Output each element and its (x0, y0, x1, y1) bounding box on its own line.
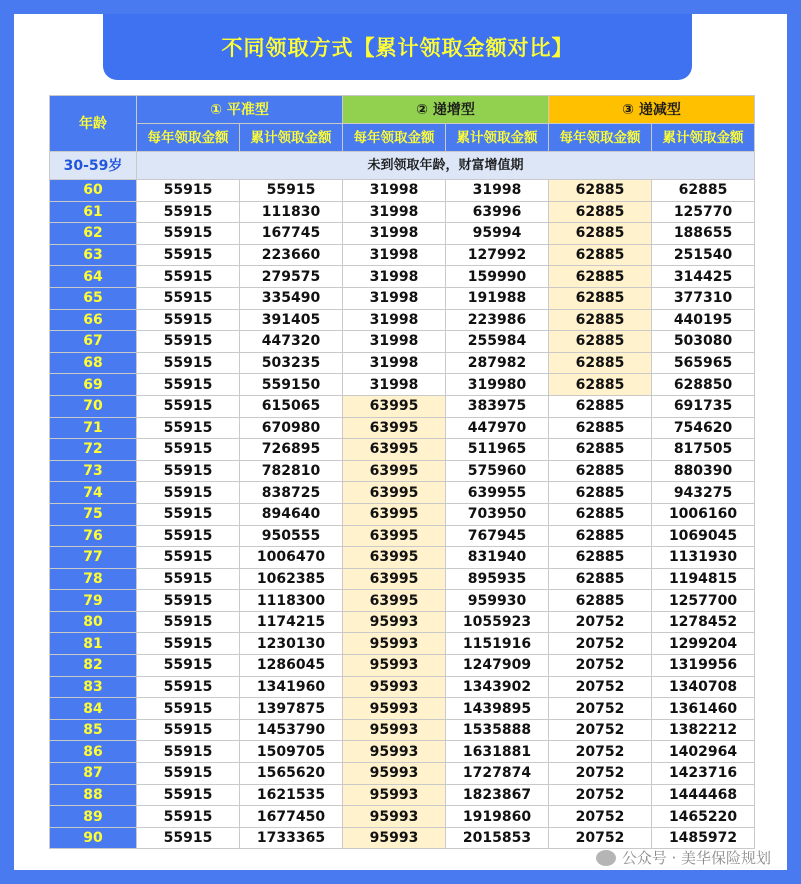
table-row (50, 655, 755, 677)
cell-cumulative-increasing: 287982 (446, 352, 549, 374)
sub-header-annual: 每年领取金额 (343, 124, 446, 152)
cell-cumulative-decreasing: 691735 (652, 395, 755, 417)
cell-cumulative-increasing: 1535888 (446, 719, 549, 741)
cell-cumulative-level: 1341960 (240, 676, 343, 698)
cell-cumulative-level: 279575 (240, 266, 343, 288)
cell-cumulative-decreasing: 943275 (652, 482, 755, 504)
cell-cumulative-decreasing: 1485972 (652, 827, 755, 849)
cell-annual-increasing: 95993 (343, 763, 446, 785)
cell-cumulative-increasing: 511965 (446, 439, 549, 461)
cell-annual-increasing: 31998 (343, 223, 446, 245)
cell-annual-increasing: 63995 (343, 525, 446, 547)
cell-annual-decreasing: 62885 (549, 568, 652, 590)
page-title: 不同领取方式【累计领取金额对比】 (103, 14, 692, 80)
cell-annual-increasing: 95993 (343, 719, 446, 741)
cell-cumulative-level: 1677450 (240, 806, 343, 828)
cell-annual-level: 55915 (137, 482, 240, 504)
cell-annual-increasing: 63995 (343, 547, 446, 569)
cell-cumulative-level: 1397875 (240, 698, 343, 720)
cell-annual-decreasing: 20752 (549, 827, 652, 849)
cell-cumulative-decreasing: 1465220 (652, 806, 755, 828)
cell-annual-decreasing: 20752 (549, 698, 652, 720)
cell-cumulative-decreasing: 1444468 (652, 784, 755, 806)
cell-age: 90 (50, 827, 137, 849)
cell-annual-decreasing: 62885 (549, 439, 652, 461)
wechat-icon (596, 850, 616, 866)
table-row (50, 633, 755, 655)
cell-annual-level: 55915 (137, 395, 240, 417)
table-row (50, 223, 755, 245)
cell-annual-increasing: 63995 (343, 395, 446, 417)
table-row (50, 590, 755, 612)
cell-annual-increasing: 31998 (343, 266, 446, 288)
table-row (50, 806, 755, 828)
table-row (50, 460, 755, 482)
table-row (50, 482, 755, 504)
cell-cumulative-increasing: 127992 (446, 244, 549, 266)
cell-annual-level: 55915 (137, 719, 240, 741)
cell-cumulative-increasing: 831940 (446, 547, 549, 569)
table-row (50, 827, 755, 849)
cell-age: 70 (50, 395, 137, 417)
table-row (50, 763, 755, 785)
sub-header-annual: 每年领取金额 (549, 124, 652, 152)
cell-cumulative-increasing: 2015853 (446, 827, 549, 849)
table-row (50, 698, 755, 720)
cell-annual-increasing: 95993 (343, 698, 446, 720)
cell-annual-decreasing: 62885 (549, 352, 652, 374)
cell-cumulative-level: 1230130 (240, 633, 343, 655)
cell-cumulative-increasing: 1919860 (446, 806, 549, 828)
cell-annual-increasing: 95993 (343, 741, 446, 763)
cell-cumulative-decreasing: 1423716 (652, 763, 755, 785)
table-row (50, 287, 755, 309)
cell-annual-increasing: 31998 (343, 352, 446, 374)
table-row (50, 417, 755, 439)
table-row (50, 784, 755, 806)
table-row (50, 568, 755, 590)
cell-age: 69 (50, 374, 137, 396)
table-row (50, 439, 755, 461)
cell-cumulative-decreasing: 188655 (652, 223, 755, 245)
cell-age: 65 (50, 287, 137, 309)
cell-cumulative-level: 1286045 (240, 655, 343, 677)
cell-cumulative-decreasing: 503080 (652, 331, 755, 353)
cell-cumulative-increasing: 223986 (446, 309, 549, 331)
cell-cumulative-increasing: 1343902 (446, 676, 549, 698)
cell-age: 83 (50, 676, 137, 698)
group-increasing-header: ② 递增型 (343, 96, 549, 124)
table-row (50, 547, 755, 569)
watermark-text: 公众号 · 美华保险规划 (621, 849, 771, 867)
cell-cumulative-decreasing: 1382212 (652, 719, 755, 741)
cell-age: 75 (50, 503, 137, 525)
cell-cumulative-increasing: 63996 (446, 201, 549, 223)
cell-annual-decreasing: 20752 (549, 655, 652, 677)
cell-cumulative-increasing: 575960 (446, 460, 549, 482)
cell-cumulative-increasing: 895935 (446, 568, 549, 590)
cell-cumulative-level: 726895 (240, 439, 343, 461)
sub-header-cumulative: 累计领取金额 (446, 124, 549, 152)
cell-cumulative-decreasing: 125770 (652, 201, 755, 223)
cell-annual-increasing: 63995 (343, 439, 446, 461)
cell-cumulative-decreasing: 1069045 (652, 525, 755, 547)
cell-cumulative-decreasing: 251540 (652, 244, 755, 266)
cell-age: 79 (50, 590, 137, 612)
cell-annual-decreasing: 20752 (549, 763, 652, 785)
cell-cumulative-decreasing: 817505 (652, 439, 755, 461)
cell-cumulative-decreasing: 880390 (652, 460, 755, 482)
cell-cumulative-level: 1621535 (240, 784, 343, 806)
cell-annual-level: 55915 (137, 741, 240, 763)
cell-cumulative-decreasing: 565965 (652, 352, 755, 374)
comparison-table (49, 95, 755, 849)
table-row (50, 352, 755, 374)
cell-cumulative-decreasing: 1402964 (652, 741, 755, 763)
cell-annual-decreasing: 62885 (549, 309, 652, 331)
cell-annual-level: 55915 (137, 201, 240, 223)
cell-cumulative-level: 55915 (240, 180, 343, 202)
cell-annual-level: 55915 (137, 331, 240, 353)
cell-cumulative-decreasing: 440195 (652, 309, 755, 331)
group-decreasing-header: ③ 递减型 (549, 96, 755, 124)
cell-cumulative-level: 167745 (240, 223, 343, 245)
cell-age: 63 (50, 244, 137, 266)
cell-age: 81 (50, 633, 137, 655)
cell-annual-level: 55915 (137, 633, 240, 655)
cell-cumulative-decreasing: 377310 (652, 287, 755, 309)
cell-cumulative-decreasing: 1194815 (652, 568, 755, 590)
cell-cumulative-level: 1006470 (240, 547, 343, 569)
table-row (50, 741, 755, 763)
cell-age: 66 (50, 309, 137, 331)
cell-age: 85 (50, 719, 137, 741)
cell-cumulative-increasing: 447970 (446, 417, 549, 439)
cell-annual-decreasing: 20752 (549, 719, 652, 741)
cell-cumulative-increasing: 319980 (446, 374, 549, 396)
cell-cumulative-level: 559150 (240, 374, 343, 396)
pre-note-cell: 未到领取年龄，财富增值期 (137, 152, 755, 180)
cell-cumulative-level: 838725 (240, 482, 343, 504)
cell-cumulative-level: 615065 (240, 395, 343, 417)
cell-annual-decreasing: 20752 (549, 611, 652, 633)
cell-age: 60 (50, 180, 137, 202)
cell-cumulative-decreasing: 314425 (652, 266, 755, 288)
table-row (50, 201, 755, 223)
cell-cumulative-level: 1118300 (240, 590, 343, 612)
cell-age: 89 (50, 806, 137, 828)
cell-annual-decreasing: 62885 (549, 395, 652, 417)
cell-cumulative-level: 1733365 (240, 827, 343, 849)
cell-annual-decreasing: 62885 (549, 223, 652, 245)
sub-header-cumulative: 累计领取金额 (240, 124, 343, 152)
cell-annual-level: 55915 (137, 287, 240, 309)
cell-annual-increasing: 31998 (343, 244, 446, 266)
sub-header-annual: 每年领取金额 (137, 124, 240, 152)
cell-annual-level: 55915 (137, 611, 240, 633)
cell-age: 88 (50, 784, 137, 806)
cell-cumulative-level: 1174215 (240, 611, 343, 633)
table-row (50, 611, 755, 633)
cell-cumulative-increasing: 959930 (446, 590, 549, 612)
cell-cumulative-increasing: 1055923 (446, 611, 549, 633)
table-row (50, 676, 755, 698)
cell-annual-decreasing: 62885 (549, 482, 652, 504)
watermark (596, 847, 771, 868)
cell-annual-increasing: 95993 (343, 655, 446, 677)
table-row (50, 180, 755, 202)
cell-annual-increasing: 31998 (343, 331, 446, 353)
cell-age: 80 (50, 611, 137, 633)
cell-cumulative-level: 503235 (240, 352, 343, 374)
cell-annual-level: 55915 (137, 827, 240, 849)
cell-annual-level: 55915 (137, 676, 240, 698)
cell-age: 64 (50, 266, 137, 288)
cell-annual-increasing: 63995 (343, 590, 446, 612)
cell-cumulative-increasing: 1631881 (446, 741, 549, 763)
cell-annual-decreasing: 62885 (549, 180, 652, 202)
cell-cumulative-increasing: 1823867 (446, 784, 549, 806)
cell-age: 74 (50, 482, 137, 504)
cell-age: 71 (50, 417, 137, 439)
cell-annual-level: 55915 (137, 806, 240, 828)
cell-annual-decreasing: 62885 (549, 374, 652, 396)
cell-cumulative-level: 782810 (240, 460, 343, 482)
table-row (50, 374, 755, 396)
cell-annual-level: 55915 (137, 223, 240, 245)
cell-age: 67 (50, 331, 137, 353)
table-row (50, 266, 755, 288)
cell-annual-level: 55915 (137, 352, 240, 374)
cell-annual-increasing: 63995 (343, 417, 446, 439)
cell-annual-decreasing: 20752 (549, 741, 652, 763)
cell-annual-decreasing: 20752 (549, 784, 652, 806)
cell-cumulative-level: 950555 (240, 525, 343, 547)
sub-header-cumulative: 累计领取金额 (652, 124, 755, 152)
cell-annual-decreasing: 62885 (549, 460, 652, 482)
cell-cumulative-increasing: 1727874 (446, 763, 549, 785)
cell-annual-level: 55915 (137, 244, 240, 266)
cell-cumulative-level: 1565620 (240, 763, 343, 785)
table-row (50, 525, 755, 547)
cell-annual-increasing: 95993 (343, 633, 446, 655)
cell-cumulative-decreasing: 62885 (652, 180, 755, 202)
cell-annual-increasing: 95993 (343, 806, 446, 828)
cell-age: 68 (50, 352, 137, 374)
cell-age: 73 (50, 460, 137, 482)
cell-cumulative-increasing: 191988 (446, 287, 549, 309)
cell-age: 86 (50, 741, 137, 763)
table-row (50, 331, 755, 353)
cell-cumulative-decreasing: 628850 (652, 374, 755, 396)
cell-cumulative-increasing: 767945 (446, 525, 549, 547)
cell-annual-increasing: 63995 (343, 503, 446, 525)
cell-cumulative-increasing: 159990 (446, 266, 549, 288)
cell-age: 78 (50, 568, 137, 590)
cell-annual-decreasing: 62885 (549, 244, 652, 266)
cell-cumulative-level: 894640 (240, 503, 343, 525)
cell-annual-level: 55915 (137, 698, 240, 720)
cell-annual-decreasing: 62885 (549, 590, 652, 612)
cell-cumulative-decreasing: 1131930 (652, 547, 755, 569)
cell-annual-level: 55915 (137, 417, 240, 439)
cell-annual-level: 55915 (137, 655, 240, 677)
cell-annual-level: 55915 (137, 374, 240, 396)
cell-annual-increasing: 95993 (343, 827, 446, 849)
age-header: 年龄 (50, 96, 137, 152)
cell-cumulative-decreasing: 1299204 (652, 633, 755, 655)
cell-annual-increasing: 31998 (343, 309, 446, 331)
cell-annual-decreasing: 62885 (549, 287, 652, 309)
cell-annual-level: 55915 (137, 503, 240, 525)
cell-cumulative-level: 447320 (240, 331, 343, 353)
cell-cumulative-increasing: 255984 (446, 331, 549, 353)
cell-annual-increasing: 63995 (343, 482, 446, 504)
cell-annual-level: 55915 (137, 439, 240, 461)
cell-cumulative-decreasing: 1257700 (652, 590, 755, 612)
cell-cumulative-increasing: 1439895 (446, 698, 549, 720)
cell-age: 62 (50, 223, 137, 245)
cell-cumulative-level: 111830 (240, 201, 343, 223)
cell-cumulative-level: 670980 (240, 417, 343, 439)
cell-annual-level: 55915 (137, 460, 240, 482)
cell-annual-increasing: 63995 (343, 460, 446, 482)
cell-cumulative-level: 1453790 (240, 719, 343, 741)
cell-cumulative-level: 223660 (240, 244, 343, 266)
cell-age: 61 (50, 201, 137, 223)
cell-annual-level: 55915 (137, 568, 240, 590)
cell-annual-decreasing: 62885 (549, 525, 652, 547)
cell-annual-increasing: 31998 (343, 287, 446, 309)
cell-cumulative-increasing: 383975 (446, 395, 549, 417)
cell-annual-level: 55915 (137, 547, 240, 569)
cell-cumulative-decreasing: 1361460 (652, 698, 755, 720)
cell-cumulative-increasing: 703950 (446, 503, 549, 525)
cell-cumulative-decreasing: 1006160 (652, 503, 755, 525)
cell-annual-level: 55915 (137, 266, 240, 288)
table-row (50, 244, 755, 266)
cell-annual-decreasing: 62885 (549, 201, 652, 223)
cell-annual-decreasing: 20752 (549, 633, 652, 655)
cell-annual-increasing: 31998 (343, 201, 446, 223)
cell-annual-decreasing: 20752 (549, 676, 652, 698)
cell-cumulative-increasing: 1151916 (446, 633, 549, 655)
group-level-header: ① 平准型 (137, 96, 343, 124)
cell-annual-level: 55915 (137, 525, 240, 547)
cell-age: 82 (50, 655, 137, 677)
cell-annual-decreasing: 62885 (549, 266, 652, 288)
table-row (50, 309, 755, 331)
cell-cumulative-decreasing: 1278452 (652, 611, 755, 633)
cell-annual-increasing: 31998 (343, 374, 446, 396)
cell-annual-level: 55915 (137, 763, 240, 785)
cell-cumulative-level: 1509705 (240, 741, 343, 763)
cell-cumulative-increasing: 639955 (446, 482, 549, 504)
pre-age-cell: 30-59岁 (50, 152, 137, 180)
cell-age: 76 (50, 525, 137, 547)
cell-age: 84 (50, 698, 137, 720)
table-row (50, 503, 755, 525)
cell-annual-level: 55915 (137, 784, 240, 806)
cell-annual-decreasing: 20752 (549, 806, 652, 828)
table-row (50, 395, 755, 417)
cell-annual-increasing: 95993 (343, 611, 446, 633)
cell-cumulative-increasing: 95994 (446, 223, 549, 245)
cell-cumulative-level: 335490 (240, 287, 343, 309)
cell-annual-level: 55915 (137, 309, 240, 331)
table-row (50, 719, 755, 741)
cell-cumulative-decreasing: 1319956 (652, 655, 755, 677)
cell-annual-increasing: 63995 (343, 568, 446, 590)
cell-annual-decreasing: 62885 (549, 417, 652, 439)
cell-annual-increasing: 31998 (343, 180, 446, 202)
cell-cumulative-level: 1062385 (240, 568, 343, 590)
cell-annual-level: 55915 (137, 180, 240, 202)
cell-age: 87 (50, 763, 137, 785)
cell-cumulative-level: 391405 (240, 309, 343, 331)
cell-cumulative-decreasing: 754620 (652, 417, 755, 439)
cell-annual-decreasing: 62885 (549, 503, 652, 525)
cell-cumulative-increasing: 31998 (446, 180, 549, 202)
cell-annual-increasing: 95993 (343, 784, 446, 806)
cell-annual-level: 55915 (137, 590, 240, 612)
cell-age: 72 (50, 439, 137, 461)
cell-age: 77 (50, 547, 137, 569)
cell-cumulative-decreasing: 1340708 (652, 676, 755, 698)
cell-cumulative-increasing: 1247909 (446, 655, 549, 677)
cell-annual-decreasing: 62885 (549, 331, 652, 353)
cell-annual-decreasing: 62885 (549, 547, 652, 569)
cell-annual-increasing: 95993 (343, 676, 446, 698)
